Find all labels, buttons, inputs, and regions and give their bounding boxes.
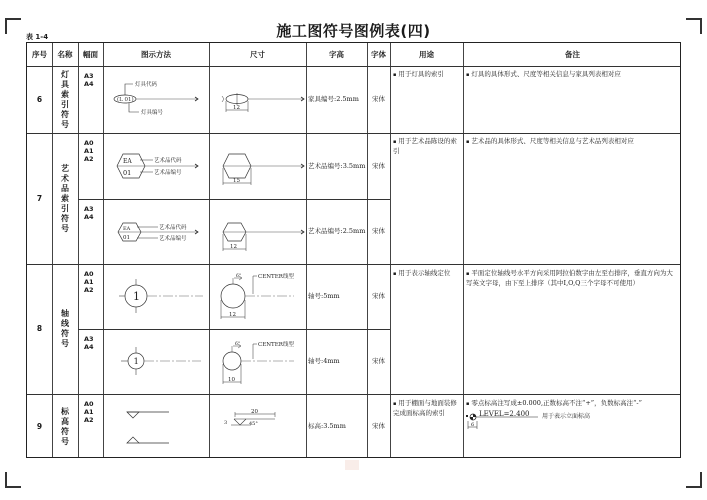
svg-text:(L 01): (L 01) [117, 97, 134, 103]
purpose-text: ▪ 用于艺术品陈设的索引 [390, 137, 463, 156]
format-list: A0 A1 A2 [84, 139, 94, 163]
svg-text:15: 15 [233, 178, 240, 184]
svg-text:艺术品编号: 艺术品编号 [154, 170, 182, 176]
text-height: 家具编号:2.5mm [308, 95, 359, 103]
svg-text:01: 01 [123, 169, 132, 177]
row-number: 8 [36, 324, 43, 333]
svg-text:艺术品代码: 艺术品代码 [159, 225, 187, 231]
svg-text:LEVEL=2.400: LEVEL=2.400 [479, 410, 530, 418]
format-list: A3 A4 [84, 72, 94, 88]
svg-text:EA: EA [123, 226, 131, 232]
axis-symbol-large [103, 264, 209, 329]
row-number: 7 [36, 194, 43, 203]
text-height: 轴号:4mm [308, 357, 340, 365]
header-format: 幅面 [83, 50, 98, 59]
svg-text:CENTER线型: CENTER线型 [258, 274, 294, 280]
crop-mark-bottom-left [5, 472, 21, 488]
remark-text: ▪ 平面定位轴线号水平方向采用阿拉伯数字由左至右排序，垂直方向为大写英文字母，由下至上排序（其中I,O,Q三个字母不可使用） [463, 269, 682, 288]
remark-text: ▪ 艺术品的具体形式、尺度等相关信息与艺术品列表相对应 [463, 137, 682, 147]
font-name: 宋体 [372, 227, 385, 235]
svg-text:灯具编号: 灯具编号 [141, 110, 164, 116]
text-height: 艺术品编号:2.5mm [308, 227, 366, 235]
font-name: 宋体 [372, 292, 385, 300]
text-height: 轴号:5mm [308, 292, 340, 300]
row-name: 艺 术 品 索 引 符 号 [61, 163, 69, 233]
svg-text:用于表示立面标高: 用于表示立面标高 [542, 413, 591, 420]
elevation-size [209, 394, 306, 459]
font-name: 宋体 [372, 162, 385, 170]
axis-size-large [209, 264, 306, 329]
svg-text:1: 1 [133, 357, 139, 367]
purpose-text: ▪ 用于棚面与地面装修完成面标高的索引 [390, 399, 463, 418]
header-no: 序号 [32, 50, 47, 59]
format-list: A0 A1 A2 [84, 270, 94, 294]
svg-text:EA: EA [123, 158, 132, 165]
header-remark: 备注 [565, 50, 580, 59]
row-name: 轴 线 符 号 [61, 309, 69, 348]
format-list: A0 A1 A2 [84, 400, 94, 424]
svg-text:10: 10 [228, 377, 235, 383]
svg-text:6: 6 [471, 422, 475, 428]
artwork-index-size-large [209, 133, 306, 199]
svg-text:12: 12 [230, 244, 237, 250]
header-size: 尺寸 [250, 50, 265, 59]
remark-text: ▪ 零点标高注写成±0.000,正数标高不注“+”，负数标高注“-” [463, 399, 682, 409]
header-name: 名称 [57, 50, 73, 59]
crop-mark-bottom-right [686, 472, 702, 488]
purpose-text: ▪ 用于灯具的索引 [390, 70, 463, 80]
elevation-symbol [103, 394, 209, 459]
level-example [463, 409, 682, 431]
font-name: 宋体 [372, 357, 385, 365]
row-number: 9 [36, 422, 43, 431]
svg-text:01: 01 [123, 235, 130, 241]
purpose-text: ▪ 用于表示轴线定位 [390, 269, 463, 279]
svg-text:艺术品编号: 艺术品编号 [159, 236, 187, 242]
axis-size-small [209, 329, 306, 394]
text-height: 艺术品编号:3.5mm [308, 162, 366, 170]
header-purpose: 用途 [419, 50, 434, 59]
row-name: 灯 具 索 引 符 号 [61, 69, 69, 129]
svg-text:12: 12 [229, 312, 236, 318]
row-name: 标 高 符 号 [61, 406, 69, 446]
svg-text:灯具代码: 灯具代码 [135, 82, 158, 88]
text-height: 标高:3.5mm [308, 422, 346, 430]
font-name: 宋体 [372, 422, 385, 430]
svg-text:艺术品代码: 艺术品代码 [154, 158, 182, 164]
format-list: A3 A4 [84, 335, 94, 351]
svg-text:3: 3 [224, 420, 228, 426]
lamp-index-symbol [103, 66, 209, 133]
font-name: 宋体 [372, 95, 385, 103]
table-number: 表 1-4 [26, 33, 49, 41]
row-number: 6 [36, 95, 43, 104]
axis-symbol-small [103, 329, 209, 394]
svg-text:6°: 6° [236, 274, 242, 279]
lamp-index-size [209, 66, 306, 133]
svg-text:CENTER线型: CENTER线型 [258, 342, 294, 348]
svg-text:1: 1 [133, 290, 140, 303]
format-list: A3 A4 [84, 205, 94, 221]
svg-text:12: 12 [233, 105, 240, 111]
header-symbol: 图示方法 [141, 50, 171, 59]
svg-text:6°: 6° [235, 342, 241, 347]
svg-text:45°: 45° [249, 421, 258, 427]
watermark [345, 460, 359, 470]
artwork-index-size-small [209, 199, 306, 264]
artwork-index-symbol-small [103, 199, 209, 264]
remark-text: ▪ 灯具的具体形式、尺度等相关信息与家具列表相对应 [463, 70, 682, 80]
svg-text:20: 20 [251, 409, 258, 415]
artwork-index-symbol-large [103, 133, 209, 199]
page-title: 施工图符号图例表(四) [276, 22, 431, 40]
header-text-height: 字高 [329, 50, 344, 59]
header-font: 字体 [371, 50, 386, 59]
legend-table [26, 42, 681, 458]
